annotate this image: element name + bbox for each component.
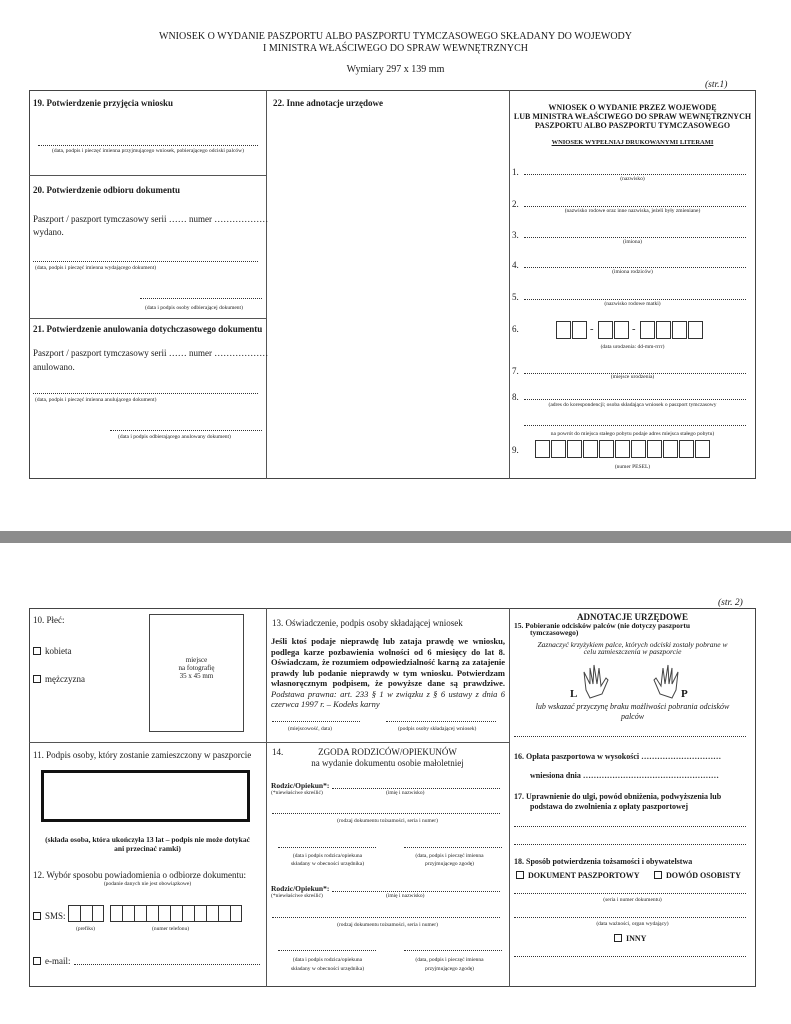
section-20-title: 20. Potwierdzenie odbioru dokumentu bbox=[33, 185, 181, 195]
applicant-signature-input[interactable] bbox=[386, 717, 496, 722]
id-card-label: DOWÓD OSOBISTY bbox=[666, 871, 741, 880]
section-18-caption-1: (seria i numer dokumentu) bbox=[603, 897, 662, 903]
signature-line[interactable] bbox=[110, 425, 262, 431]
parent-2-signature-input[interactable] bbox=[278, 946, 376, 951]
field-9-caption: (numer PESEL) bbox=[614, 464, 651, 470]
divider bbox=[29, 742, 266, 743]
signature-line[interactable] bbox=[33, 256, 258, 262]
sms-prefix-caption: (prefiks) bbox=[76, 926, 95, 932]
birth-year-cells[interactable] bbox=[640, 321, 704, 339]
address-input-2[interactable] bbox=[524, 420, 746, 426]
signature-line[interactable] bbox=[140, 293, 262, 299]
parent-1-name-input[interactable] bbox=[332, 781, 500, 789]
section-17-title-1: 17. Uprawnienie do ulgi, powód obniżenia, podwyższenia lub bbox=[514, 792, 722, 801]
photo-label-2: na fotografię bbox=[178, 664, 215, 672]
document-validity-input[interactable] bbox=[514, 913, 746, 918]
signature-box[interactable] bbox=[41, 770, 250, 822]
section-14-number: 14. bbox=[272, 747, 284, 757]
right-hand-label: P bbox=[681, 688, 688, 700]
parent-2-caption-b: składany w obecności urzędnika) bbox=[290, 966, 365, 972]
fee-relief-input-1[interactable] bbox=[514, 822, 746, 827]
parent-1-caption-b: składany w obecności urzędnika) bbox=[290, 861, 365, 867]
section-21-line2: anulowano. bbox=[33, 362, 75, 372]
official-1-caption-b: przyjmującego zgodę) bbox=[424, 861, 475, 867]
parent-2-document-caption: (rodzaj dokumentu tożsamości, seria i numer) bbox=[337, 922, 438, 928]
legal-basis: Podstawa prawna: art. 233 § 1 w związku z § 6 ustawy z dnia 6 czerwca 1997 r. – Kodeks karny bbox=[271, 688, 505, 709]
checkbox-sms[interactable] bbox=[33, 912, 41, 920]
hands-fingerprint-icon[interactable] bbox=[578, 660, 684, 702]
field-6-number: 6. bbox=[512, 324, 519, 334]
field-8-number: 8. bbox=[512, 392, 519, 402]
signature-line[interactable] bbox=[33, 388, 258, 394]
birth-month-cells[interactable] bbox=[598, 321, 630, 339]
form-dimensions: Wymiary 297 x 139 mm bbox=[346, 64, 445, 75]
official-notes-title: ADNOTACJE URZĘDOWE bbox=[576, 612, 689, 622]
section-10-title: 10. Płeć: bbox=[33, 615, 65, 625]
parent-1-signature-input[interactable] bbox=[278, 843, 376, 848]
checkbox-male[interactable] bbox=[33, 675, 41, 683]
official-2-signature-input[interactable] bbox=[404, 946, 502, 951]
gender-female-label: kobieta bbox=[45, 646, 72, 656]
right-subtitle: WNIOSEK WYPEŁNIAJ DRUKOWANYMI LITERAMI bbox=[551, 139, 714, 146]
section-18-title: 18. Sposób potwierdzenia tożsamości i obywatelstwa bbox=[514, 857, 693, 866]
fingerprint-note-3: lub wskazać przyczynę braku możliwości pobrania odcisków bbox=[535, 702, 730, 711]
parent-2-name-input[interactable] bbox=[332, 884, 500, 892]
section-13-caption-1: (miejscowość, data) bbox=[288, 726, 332, 732]
date-dash: - bbox=[632, 324, 636, 335]
parent-2-label: Rodzic/Opiekun*: bbox=[271, 884, 330, 893]
parent-2-name-caption: (imię i nazwisko) bbox=[386, 893, 425, 899]
field-8-caption-1: (adres do korespondencji; osoba składająca wniosek o paszport tymczasowy bbox=[548, 402, 717, 408]
section-20-line2: wydano. bbox=[33, 227, 64, 237]
document-number-input[interactable] bbox=[514, 889, 746, 894]
sms-prefix-cells[interactable] bbox=[68, 905, 104, 922]
fingerprint-note-4: palców bbox=[620, 712, 645, 721]
date-dash: - bbox=[590, 324, 594, 335]
section-15-title-1: 15. Pobieranie odcisków palców (nie dotyczy paszportu bbox=[514, 621, 691, 630]
official-1-signature-input[interactable] bbox=[404, 843, 502, 848]
official-2-caption-b: przyjmującego zgodę) bbox=[424, 966, 475, 972]
parent-1-name-caption: (imię i nazwisko) bbox=[386, 790, 425, 796]
field-number: 5. bbox=[512, 292, 519, 302]
section-21-line1: Paszport / paszport tymczasowy serii …… numer ……………… bbox=[33, 348, 269, 358]
section-19-caption: (data, podpis i pieczęć imienna przyjmującego wniosek, pobierającego odciski palców) bbox=[52, 148, 244, 154]
section-11-note-2: ani przecinać ramki) bbox=[114, 844, 181, 853]
fingerprint-note-2: celu zamieszczenia w paszporcie bbox=[583, 647, 682, 656]
sms-phone-cells[interactable] bbox=[110, 905, 242, 922]
right-title-2: LUB MINISTRA WŁAŚCIWEGO DO SPRAW WEWNĘTRZNYCH bbox=[513, 112, 752, 121]
section-21-title: 21. Potwierdzenie anulowania dotychczasowego dokumentu bbox=[33, 324, 263, 334]
gender-female-option[interactable] bbox=[33, 645, 72, 658]
field-number: 4. bbox=[512, 260, 519, 270]
other-document-input[interactable] bbox=[514, 952, 746, 957]
right-title-1: WNIOSEK O WYDANIE PRZEZ WOJEWODĘ bbox=[548, 103, 717, 112]
field-7-caption: (miejsce urodzenia) bbox=[610, 374, 655, 380]
sms-label: SMS: bbox=[45, 911, 66, 921]
field-caption: (nazwisko rodowe matki) bbox=[604, 301, 661, 307]
field-input[interactable] bbox=[524, 229, 746, 238]
page-1-label: (str.1) bbox=[705, 80, 728, 90]
email-input[interactable] bbox=[74, 955, 260, 965]
field-caption: (nazwisko rodowe oraz inne nazwiska, jeżeli były zmieniane) bbox=[564, 208, 701, 214]
page-separator bbox=[0, 531, 791, 543]
section-12-title: 12. Wybór sposobu powiadomienia o odbiorze dokumentu: bbox=[33, 870, 247, 880]
section-13-statement bbox=[271, 636, 505, 710]
field-caption: (imiona) bbox=[623, 239, 642, 245]
divider bbox=[29, 318, 266, 319]
section-16-title: 16. Opłata paszportowa w wysokości ………………………… bbox=[514, 752, 722, 761]
divider bbox=[266, 90, 267, 479]
section-13-title: 13. Oświadczenie, podpis osoby składającej wniosek bbox=[272, 618, 463, 628]
parent-1-document-input[interactable] bbox=[272, 808, 500, 814]
photo-label-1: miejsce bbox=[185, 656, 208, 664]
id-card-option[interactable] bbox=[654, 871, 741, 880]
other-label: INNY bbox=[626, 934, 647, 943]
parent-2-document-input[interactable] bbox=[272, 912, 500, 918]
section-20-caption-2: (data i podpis osoby odbierającej dokument) bbox=[145, 305, 243, 311]
fee-relief-input-2[interactable] bbox=[514, 840, 746, 845]
official-2-caption-a: (data, podpis i pieczęć imienna bbox=[415, 957, 484, 963]
checkbox-passport-doc[interactable] bbox=[516, 871, 524, 879]
place-date-input[interactable] bbox=[272, 717, 360, 722]
statement-text: Jeśli ktoś podaje nieprawdę lub zataja prawdę we wniosku, podlega karze pozbawienia wolności od 6 miesięcy do lat 8. Oświadczam, że rozumiem odpowiedzialność karną za zatajenie prawdy lub podanie nieprawdy w tym wniosku. Potwierdzam własnoręcznym podpisem, że powyższe dane są prawdziwe. bbox=[271, 636, 505, 688]
official-1-caption-a: (data, podpis i pieczęć imienna bbox=[415, 853, 484, 859]
email-label: e-mail: bbox=[45, 956, 71, 966]
section-14-subtitle: na wydanie dokumentu osobie małoletniej bbox=[311, 758, 464, 768]
section-20-line1: Paszport / paszport tymczasowy serii …… numer ……………… bbox=[33, 214, 269, 224]
parent-2-note: (*niewłaściwe skreślić) bbox=[271, 893, 323, 899]
birthplace-input[interactable] bbox=[524, 365, 746, 374]
photo-label-3: 35 x 45 mm bbox=[179, 672, 214, 680]
field-input[interactable] bbox=[524, 198, 746, 207]
divider bbox=[509, 90, 510, 479]
section-15-title-2: tymczasowego) bbox=[530, 628, 579, 637]
parent-1-label: Rodzic/Opiekun*: bbox=[271, 781, 330, 790]
section-12-subtitle: (podanie danych nie jest obowiązkowe) bbox=[103, 881, 192, 887]
field-8-caption-2: na powrót do miejsca stałego pobytu podaje adres miejsca stałego pobytu) bbox=[550, 431, 715, 437]
field-input[interactable] bbox=[524, 291, 746, 300]
field-number: 1. bbox=[512, 167, 519, 177]
divider bbox=[266, 742, 509, 743]
parent-1-caption-a: (data i podpis rodzica/opiekuna bbox=[292, 853, 363, 859]
checkbox-id-card[interactable] bbox=[654, 871, 662, 879]
divider bbox=[29, 175, 266, 176]
signature-line[interactable] bbox=[38, 140, 258, 146]
page-2-label: (str. 2) bbox=[718, 598, 743, 608]
checkbox-email[interactable] bbox=[33, 957, 41, 965]
section-19-title: 19. Potwierdzenie przyjęcia wniosku bbox=[33, 98, 173, 108]
section-18-caption-2: (data ważności, organ wydający) bbox=[596, 921, 669, 927]
sms-phone-caption: (numer telefonu) bbox=[152, 926, 190, 932]
field-caption: (nazwisko) bbox=[620, 176, 645, 182]
fingerprint-note-1: Zaznaczyć krzyżykiem palce, których odciski zostały pobrane w bbox=[537, 640, 728, 649]
section-17-title-2: podstawa do zwolnienia z opłaty paszportowej bbox=[530, 802, 689, 811]
section-21-caption-1: (data, podpis i pieczęć imienna anulującego dokument) bbox=[35, 397, 157, 403]
parent-1-note: (*niewłaściwe skreślić) bbox=[271, 790, 323, 796]
form-title-line2: I MINISTRA WŁAŚCIWEGO DO SPRAW WEWNĘTRZNYCH bbox=[262, 43, 529, 54]
section-13-caption-2: (podpis osoby składającej wniosek) bbox=[398, 726, 477, 732]
divider bbox=[509, 608, 510, 987]
field-number: 3. bbox=[512, 230, 519, 240]
section-16-line2: wniesiona dnia …………………………………………… bbox=[530, 771, 719, 780]
divider bbox=[266, 608, 267, 987]
email-option[interactable] bbox=[33, 955, 71, 968]
gender-male-label: mężczyzna bbox=[45, 674, 85, 684]
checkbox-female[interactable] bbox=[33, 647, 41, 655]
birth-day-cells[interactable] bbox=[556, 321, 588, 339]
field-number: 2. bbox=[512, 199, 519, 209]
sms-option[interactable] bbox=[33, 910, 66, 923]
parent-2-caption-a: (data i podpis rodzica/opiekuna bbox=[292, 957, 363, 963]
gender-male-option[interactable] bbox=[33, 673, 85, 686]
section-21-caption-2: (data i podpis odbierającego anulowany dokument) bbox=[118, 434, 231, 440]
right-title-3: PASZPORTU ALBO PASZPORTU TYMCZASOWEGO bbox=[534, 121, 731, 130]
field-input[interactable] bbox=[524, 166, 746, 175]
section-22-title: 22. Inne adnotacje urzędowe bbox=[273, 98, 383, 108]
field-7-number: 7. bbox=[512, 366, 519, 376]
section-11-note-1: (składa osoba, która ukończyła 13 lat – podpis nie może dotykać bbox=[45, 835, 250, 844]
passport-document-label: DOKUMENT PASZPORTOWY bbox=[528, 871, 640, 880]
pesel-cells[interactable] bbox=[535, 440, 711, 458]
fingerprint-reason-input[interactable] bbox=[514, 732, 746, 737]
left-hand-label: L bbox=[570, 688, 578, 700]
other-option[interactable] bbox=[614, 934, 646, 943]
field-6-caption: (data urodzenia: dd-mm-rrrr) bbox=[600, 344, 665, 350]
passport-document-option[interactable] bbox=[516, 871, 640, 880]
section-11-title: 11. Podpis osoby, który zostanie zamieszczony w paszporcie bbox=[33, 750, 252, 760]
parent-1-document-caption: (rodzaj dokumentu tożsamości, seria i numer) bbox=[337, 818, 438, 824]
field-input[interactable] bbox=[524, 259, 746, 268]
section-14-title: ZGODA RODZICÓW/OPIEKUNÓW bbox=[318, 747, 457, 757]
form-title-line1: WNIOSEK O WYDANIE PASZPORTU ALBO PASZPORTU TYMCZASOWEGO SKŁADANY DO WOJEWODY bbox=[159, 31, 632, 42]
address-input[interactable] bbox=[524, 391, 746, 400]
section-20-caption-1: (data, podpis i pieczęć imienna wydającego dokument) bbox=[35, 265, 157, 271]
field-9-number: 9. bbox=[512, 445, 519, 455]
field-caption: (imiona rodziców) bbox=[612, 269, 653, 275]
checkbox-other[interactable] bbox=[614, 934, 622, 942]
